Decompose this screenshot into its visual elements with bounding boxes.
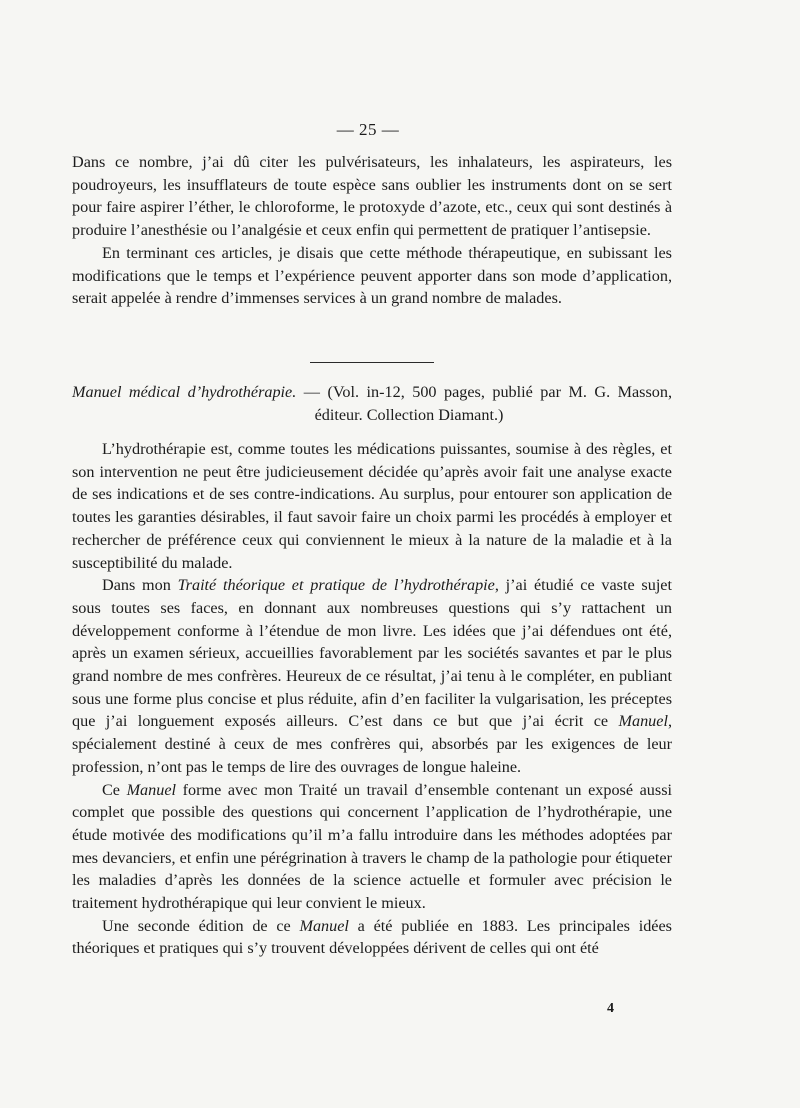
p2-after: , spécialement destiné à ceux de mes confrères qui, absorbés par les exigences de leur profession, n’ont pas le temps de lire des ouvrages de longue haleine. <box>72 712 672 776</box>
intro-paragraph-1: Dans ce nombre, j’ai dû citer les pulvérisateurs, les inhalateurs, les aspirateurs, les poudroyeurs, les insufflateurs de toute espèce sans oublier les instruments dont on se sert pour faire aspirer l’éther, le chloroforme, le protoxyde d’azote, etc., ceux qui sont destinés à produire l’anesthésie ou l’analgésie et ceux enfin qui permettent de pratiquer l’antisepsie. <box>72 153 672 240</box>
body-paragraph-1: L’hydrothérapie est, comme toutes les médications puissantes, soumise à des règles, et son intervention ne peut être judicieusement décidée qu’après avoir fait une analyse exacte de ses indications et de ses contre-indications. Au surplus, pour entourer son application de toutes les garanties désirables, il faut savoir faire un choix parmi les procédés à employer et rechercher de préférence ceux qui conviennent le mieux à la nature de la maladie et à la susceptibilité du malade. <box>72 440 672 572</box>
p4-before: Une seconde édition de ce <box>102 916 300 935</box>
p3-after: forme avec mon Traité un travail d’ensemble contenant un exposé aussi complet que possible des questions qui concernent l’application de l’hydrothérapie, une étude motivée des modifications qu’il m’a fallu introduire dans les méthodes adoptées par mes devanciers, et enfin une pérégrination à travers le champ de la pathologie pour étiqueter les maladies d’après les données de la science actuelle et formuler avec précision le traitement hydrothérapique qui leur convient le mieux. <box>72 780 672 913</box>
section-separator <box>310 362 434 363</box>
p3-before: Ce <box>102 780 127 799</box>
p2-before: Dans mon <box>102 576 178 595</box>
p4-after: a été publiée en 1883. Les principales idées théoriques et pratiques qui s’y trouvent développées dérivent de celles qui ont été <box>72 916 672 958</box>
manuel-italic-2: Manuel <box>126 780 177 799</box>
signature-mark: 4 <box>607 1001 614 1016</box>
book-details-2: éditeur. Collection Diamant.) <box>314 405 504 424</box>
manuel-italic-3: Manuel <box>299 916 349 935</box>
intro-paragraph-2: En terminant ces articles, je disais que cette méthode thérapeutique, en subissant les modifications que le temps et l’expérience peuvent apporter dans son mode d’application, serait appelée à rendre d’immenses services à un grand nombre de malades. <box>72 243 672 308</box>
body-paragraph-3 <box>72 779 672 915</box>
page-number: — 25 — <box>336 120 400 139</box>
intro-section <box>72 151 672 310</box>
treatise-title: Traité théorique et pratique de l’hydrothérapie <box>177 576 495 595</box>
body-paragraph-4 <box>72 915 672 960</box>
p2-middle: , j’ai étudié ce vaste sujet sous toutes ses faces, en donnant aux nombreuses questions qui s’y rattachent un développement conforme à l’étendue de mon livre. Les idées que j’ai défendues ont été, après un examen sérieux, accueillies favorablement par les sociétés savantes et par le plus grand nombre de mes confrères. Heureux de ce résultat, j’ai tenu à le compléter, en publiant sous une forme plus concise et plus réduite, afin d’en faciliter la vulgarisation, les préceptes que j’ai longuement exposés ailleurs. C’est dans ce but que j’ai écrit ce <box>72 576 672 731</box>
body-paragraph-2 <box>72 574 672 778</box>
book-description <box>72 438 672 960</box>
book-entry-heading <box>72 381 672 426</box>
book-entry-line-1 <box>72 381 672 404</box>
manuel-italic-1: Manuel <box>618 712 668 731</box>
book-title: Manuel médical d’hydrothérapie. <box>72 383 297 401</box>
book-details-1: — (Vol. in-12, 500 pages, publié par M. G. Masson, <box>296 383 672 401</box>
